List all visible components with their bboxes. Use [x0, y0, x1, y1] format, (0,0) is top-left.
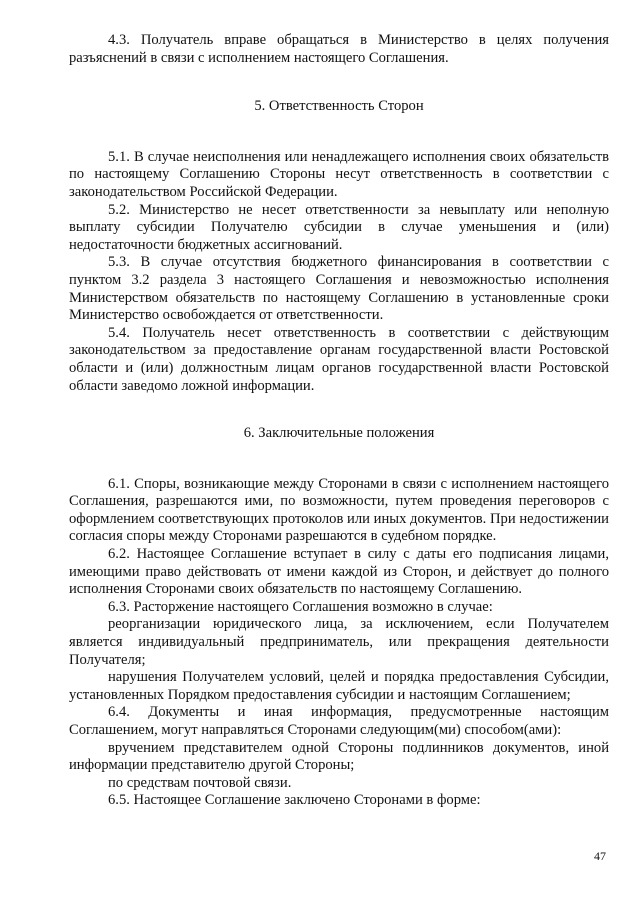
section-5-title: 5. Ответственность Сторон — [254, 98, 424, 115]
clause-6-4-item-post: по средствам почтовой связи. — [108, 774, 292, 791]
clause-6-5: 6.5. Настоящее Соглашение заключено Сторонами в форме: — [108, 792, 481, 809]
clause-6-4-item-delivery: вручением представителем одной Стороны подлинников документов, иной информации представителю другой Стороны; — [69, 739, 609, 774]
clause-6-3: 6.3. Расторжение настоящего Соглашения возможно в случае: — [108, 598, 493, 615]
clause-5-2: 5.2. Министерство не несет ответственности за невыплату или неполную выплату субсидии Получателю субсидии в случае уменьшения и (или) недостаточности бюджетных ассигнований. — [69, 201, 609, 253]
clause-5-4: 5.4. Получатель несет ответственность в соответствии с действующим законодательством за предоставление органам государственной власти Ростовской области и (или) должностным лицам органов государственной власти Ростовской области заведомо ложной информации. — [69, 324, 609, 394]
clause-5-3: 5.3. В случае отсутствия бюджетного финансирования в соответствии с пунктом 3.2 раздела 3 настоящего Соглашения и невозможностью исполнения Министерством обязательств по настоящему Соглашению в установленные сроки Министерство освобождается от ответственности. — [69, 254, 609, 324]
clause-5-1: 5.1. В случае неисполнения или ненадлежащего исполнения своих обязательств по настоящему Соглашению Стороны несут ответственность в соответствии с законодательством Российской Федерации. — [69, 148, 609, 200]
document-body — [69, 32, 609, 810]
clause-6-2: 6.2. Настоящее Соглашение вступает в силу с даты его подписания лицами, имеющими право действовать от имени каждой из Сторон, и действует до полного исполнения Сторонами своих обязательств по настоящему Соглашению. — [69, 546, 609, 598]
clause-6-4: 6.4. Документы и иная информация, предусмотренные настоящим Соглашением, могут направляться Сторонами следующим(ми) способом(ами): — [69, 704, 609, 738]
clause-6-1: 6.1. Споры, возникающие между Сторонами в связи с исполнением настоящего Соглашения, разрешаются ими, по возможности, путем проведения переговоров с оформлением соответствующих протоколов или иных документов. При недостижении согласия споры между Сторонами разрешаются в судебном порядке. — [69, 475, 609, 545]
section-6-title: 6. Заключительные положения — [243, 425, 435, 442]
page-number: 47 — [594, 849, 606, 863]
clause-4-3: 4.3. Получатель вправе обращаться в Министерство в целях получения разъяснений в связи с исполнением настоящего Соглашения. — [69, 32, 609, 66]
clause-6-3-item-reorganization: реорганизации юридического лица, за исключением, если Получателем является индивидуальный предприниматель, или прекращения деятельности Получателя; — [69, 616, 609, 668]
clause-6-3-item-violation: нарушения Получателем условий, целей и порядка предоставления Субсидии, установленных Порядком предоставления субсидии и настоящим Соглашением; — [69, 669, 609, 703]
